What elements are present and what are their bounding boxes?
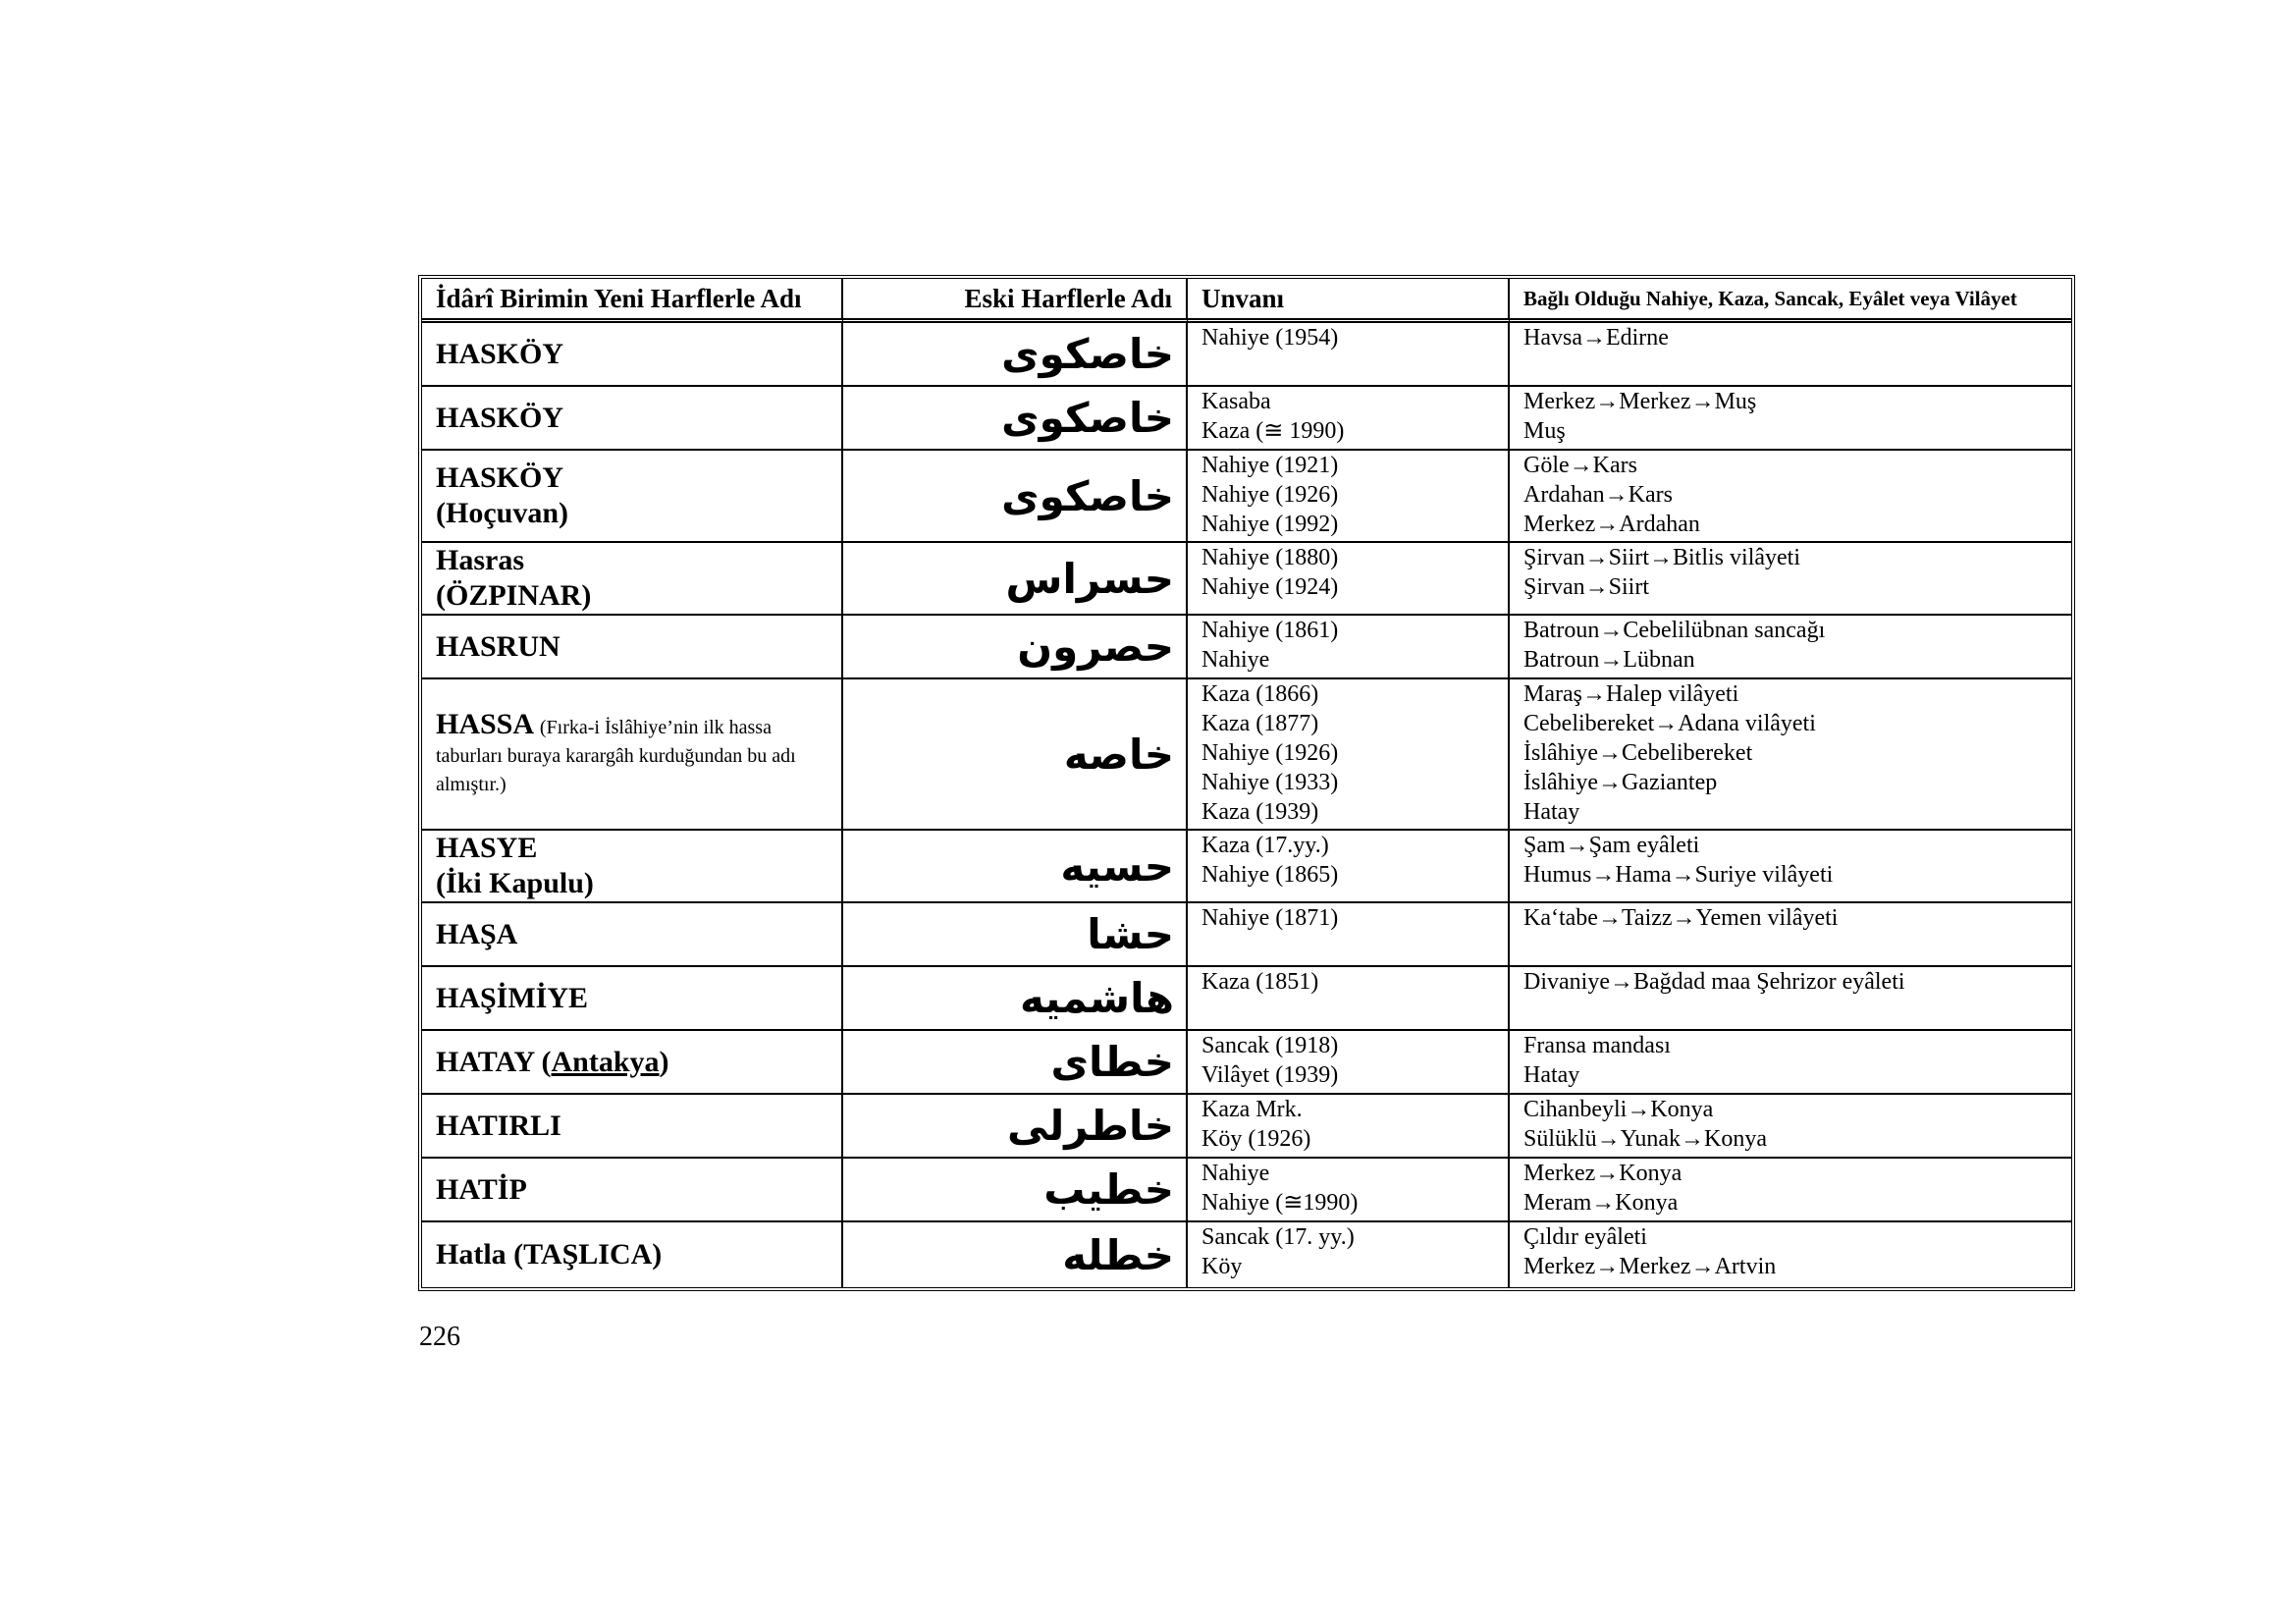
title-cell xyxy=(1188,323,1510,387)
affiliation-entry: Hatay xyxy=(1523,799,1580,825)
old-letters-name: خطيب xyxy=(1043,1165,1174,1214)
unit-name: Hatla (TAŞLICA) xyxy=(436,1238,663,1271)
unit-name: HATAY ( xyxy=(436,1045,552,1078)
old-letters-name-cell xyxy=(843,967,1188,1031)
old-letters-name: خطله xyxy=(1062,1230,1174,1279)
title-entry: Kaza (1939) xyxy=(1201,799,1319,825)
table-row xyxy=(422,903,2071,967)
title-entry: Kaza (1877) xyxy=(1201,711,1319,736)
title-entry: Kaza Mrk. xyxy=(1201,1097,1303,1122)
old-letters-name: خاصه xyxy=(1063,730,1174,779)
title-entry: Kaza (1851) xyxy=(1201,969,1319,995)
old-letters-name-cell xyxy=(843,831,1188,903)
title-entry: Köy (1926) xyxy=(1201,1126,1311,1152)
title-entry: Kaza (17.yy.) xyxy=(1201,833,1329,858)
title-entry: Kasaba xyxy=(1201,389,1271,414)
title-cell xyxy=(1188,387,1510,451)
title-entry: Nahiye (≅1990) xyxy=(1201,1190,1359,1216)
table-row xyxy=(422,616,2071,679)
old-letters-name-cell xyxy=(843,387,1188,451)
table-row xyxy=(422,679,2071,831)
old-letters-name: حسراس xyxy=(1005,554,1174,603)
affiliation-entry: Merkez→Ardahan xyxy=(1523,512,1700,537)
title-cell xyxy=(1188,1159,1510,1222)
unit-name: HASSA xyxy=(436,707,533,740)
unit-name-note: (Fırka-i İslâhiye’nin ilk hassa taburları buraya karargâh kurduğundan bu adı almıştır.) xyxy=(436,716,796,795)
title-cell xyxy=(1188,831,1510,903)
affiliation-cell xyxy=(1510,387,2071,451)
affiliation-cell xyxy=(1510,451,2071,543)
affiliation-entry: Şirvan→Siirt→Bitlis vilâyeti xyxy=(1523,545,1800,570)
affiliation-cell xyxy=(1510,1159,2071,1222)
title-entry: Nahiye (1865) xyxy=(1201,862,1339,888)
unit-name: HASKÖY xyxy=(436,461,564,494)
old-letters-name: حشا xyxy=(1087,910,1174,958)
title-entry: Nahiye xyxy=(1201,647,1270,673)
affiliation-cell xyxy=(1510,543,2071,616)
affiliation-cell xyxy=(1510,1222,2071,1287)
title-cell xyxy=(1188,1095,1510,1159)
unit-name-cell xyxy=(422,451,843,543)
unit-name-cell xyxy=(422,679,843,831)
old-letters-name-cell xyxy=(843,323,1188,387)
table-row xyxy=(422,1031,2071,1095)
unit-name: HAŞA xyxy=(436,917,518,950)
old-letters-name-cell xyxy=(843,616,1188,679)
affiliation-cell xyxy=(1510,831,2071,903)
title-entry: Vilâyet (1939) xyxy=(1201,1062,1339,1088)
affiliation-entry: Maraş→Halep vilâyeti xyxy=(1523,681,1739,707)
title-entry: Nahiye (1871) xyxy=(1201,905,1339,931)
old-letters-name-cell xyxy=(843,543,1188,616)
affiliation-entry: Meram→Konya xyxy=(1523,1190,1679,1216)
old-letters-name-cell xyxy=(843,1159,1188,1222)
title-cell xyxy=(1188,451,1510,543)
old-letters-name-cell xyxy=(843,1031,1188,1095)
title-entry: Nahiye xyxy=(1201,1161,1270,1186)
title-entry: Sancak (1918) xyxy=(1201,1033,1339,1058)
affiliation-cell xyxy=(1510,323,2071,387)
unit-name-cell xyxy=(422,831,843,903)
affiliation-entry: İslâhiye→Cebelibereket xyxy=(1523,740,1753,766)
affiliation-entry: Ka‘tabe→Taizz→Yemen vilâyeti xyxy=(1523,905,1839,931)
title-entry: Nahiye (1933) xyxy=(1201,770,1339,795)
title-cell xyxy=(1188,903,1510,967)
old-letters-name-cell xyxy=(843,1095,1188,1159)
old-letters-name-cell xyxy=(843,903,1188,967)
affiliation-entry: Çıldır eyâleti xyxy=(1523,1224,1647,1250)
unit-name: HASKÖY xyxy=(436,401,564,434)
table-row xyxy=(422,323,2071,387)
unit-name-cell xyxy=(422,1222,843,1287)
old-letters-name: خاصكوى xyxy=(1001,471,1174,520)
header-affiliation: Bağlı Olduğu Nahiye, Kaza, Sancak, Eyâlet veya Vilâyet xyxy=(1510,279,2071,323)
affiliation-entry: Göle→Kars xyxy=(1523,453,1637,478)
unit-name-cell xyxy=(422,1159,843,1222)
affiliation-cell xyxy=(1510,1095,2071,1159)
title-entry: Nahiye (1924) xyxy=(1201,574,1339,600)
header-new-letters-name: İdârî Birimin Yeni Harflerle Adı xyxy=(422,279,843,323)
old-letters-name: خاصكوى xyxy=(1001,330,1174,378)
place-names-table xyxy=(418,275,2075,1291)
affiliation-entry: Cebelibereket→Adana vilâyeti xyxy=(1523,711,1816,736)
unit-name-cell xyxy=(422,616,843,679)
affiliation-entry: Muş xyxy=(1523,418,1566,444)
affiliation-cell xyxy=(1510,679,2071,831)
affiliation-entry: Divaniye→Bağdad maa Şehrizor eyâleti xyxy=(1523,969,1905,995)
old-letters-name: هاشميه xyxy=(1020,974,1174,1022)
title-entry: Sancak (17. yy.) xyxy=(1201,1224,1355,1250)
affiliation-entry: Batroun→Lübnan xyxy=(1523,647,1695,673)
affiliation-entry: Şam→Şam eyâleti xyxy=(1523,833,1700,858)
affiliation-entry: Humus→Hama→Suriye vilâyeti xyxy=(1523,862,1834,888)
title-entry: Nahiye (1926) xyxy=(1201,740,1339,766)
affiliation-cell xyxy=(1510,967,2071,1031)
title-entry: Kaza (1866) xyxy=(1201,681,1319,707)
affiliation-entry: Merkez→Konya xyxy=(1523,1161,1682,1186)
affiliation-entry: Ardahan→Kars xyxy=(1523,482,1673,508)
unit-name-cell xyxy=(422,903,843,967)
title-cell xyxy=(1188,967,1510,1031)
old-letters-name-cell xyxy=(843,451,1188,543)
old-letters-name: حسيه xyxy=(1060,841,1174,891)
unit-name-underlined: Antakya xyxy=(551,1045,660,1078)
title-cell xyxy=(1188,1031,1510,1095)
unit-name-cell xyxy=(422,1031,843,1095)
affiliation-entry: Hatay xyxy=(1523,1062,1580,1088)
table-row xyxy=(422,967,2071,1031)
old-letters-name: خطاى xyxy=(1050,1038,1174,1086)
unit-name-cell xyxy=(422,323,843,387)
title-entry: Nahiye (1880) xyxy=(1201,545,1339,570)
table-row xyxy=(422,451,2071,543)
affiliation-entry: Fransa mandası xyxy=(1523,1033,1671,1058)
unit-name: HAŞİMİYE xyxy=(436,981,589,1014)
affiliation-entry: Şirvan→Siirt xyxy=(1523,574,1650,600)
table-row xyxy=(422,1222,2071,1287)
affiliation-entry: Havsa→Edirne xyxy=(1523,325,1669,351)
unit-name-cell xyxy=(422,1095,843,1159)
table-row xyxy=(422,1159,2071,1222)
table-row xyxy=(422,831,2071,903)
old-letters-name: حصرون xyxy=(1017,623,1174,671)
page-number: 226 xyxy=(419,1322,460,1352)
title-entry: Köy xyxy=(1201,1254,1243,1279)
unit-name-cell xyxy=(422,387,843,451)
unit-name-secondary: (İki Kapulu) xyxy=(436,867,594,899)
unit-name: HASRUN xyxy=(436,629,561,663)
header-old-letters-name: Eski Harflerle Adı xyxy=(843,279,1188,323)
unit-name-end: ) xyxy=(659,1045,669,1078)
affiliation-entry: İslâhiye→Gaziantep xyxy=(1523,770,1718,795)
table-row xyxy=(422,1095,2071,1159)
title-entry: Nahiye (1921) xyxy=(1201,453,1339,478)
affiliation-entry: Sülüklü→Yunak→Konya xyxy=(1523,1126,1767,1152)
old-letters-name-cell xyxy=(843,1222,1188,1287)
unit-name: HATİP xyxy=(436,1172,527,1206)
title-entry: Nahiye (1926) xyxy=(1201,482,1339,508)
affiliation-cell xyxy=(1510,1031,2071,1095)
affiliation-cell xyxy=(1510,616,2071,679)
unit-name: HATIRLI xyxy=(436,1109,561,1142)
title-entry: Nahiye (1861) xyxy=(1201,618,1339,643)
affiliation-entry: Cihanbeyli→Konya xyxy=(1523,1097,1714,1122)
unit-name-secondary: (Hoçuvan) xyxy=(436,497,568,529)
old-letters-name: خاطرلى xyxy=(1007,1102,1174,1150)
title-entry: Nahiye (1992) xyxy=(1201,512,1339,537)
affiliation-entry: Merkez→Merkez→Muş xyxy=(1523,389,1757,414)
title-entry: Nahiye (1954) xyxy=(1201,325,1339,351)
unit-name: Hasras xyxy=(436,544,524,576)
unit-name-cell xyxy=(422,967,843,1031)
table-row xyxy=(422,387,2071,451)
affiliation-entry: Batroun→Cebelilübnan sancağı xyxy=(1523,618,1826,643)
unit-name-cell xyxy=(422,543,843,616)
affiliation-cell xyxy=(1510,903,2071,967)
title-entry: Kaza (≅ 1990) xyxy=(1201,418,1345,444)
table-row xyxy=(422,543,2071,616)
unit-name-secondary: (ÖZPINAR) xyxy=(436,579,592,612)
title-cell xyxy=(1188,1222,1510,1287)
table-header-row xyxy=(422,279,2071,323)
title-cell xyxy=(1188,679,1510,831)
affiliation-entry: Merkez→Merkez→Artvin xyxy=(1523,1254,1777,1279)
unit-name: HASYE xyxy=(436,832,538,864)
old-letters-name-cell xyxy=(843,679,1188,831)
header-title: Unvanı xyxy=(1188,279,1510,323)
unit-name: HASKÖY xyxy=(436,337,564,370)
old-letters-name: خاصكوى xyxy=(1001,394,1174,442)
title-cell xyxy=(1188,616,1510,679)
title-cell xyxy=(1188,543,1510,616)
